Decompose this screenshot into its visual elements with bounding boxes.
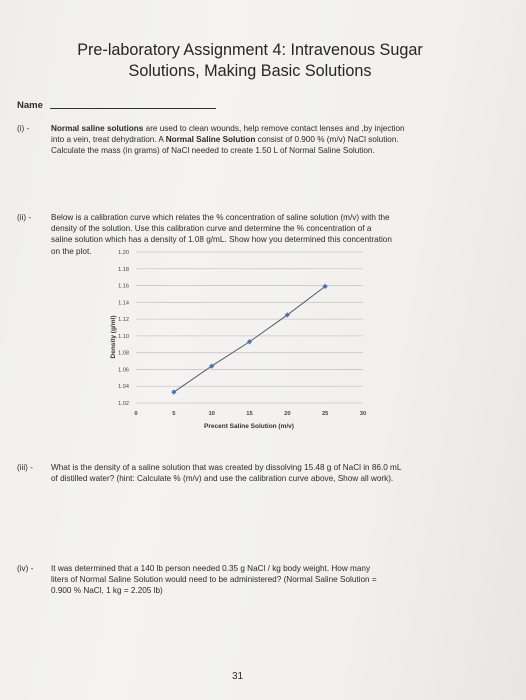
page-title	[40, 40, 460, 82]
x-tick-label: 25	[321, 411, 329, 417]
x-tick-label: 15	[246, 411, 253, 417]
x-tick-label: 30	[359, 411, 367, 417]
y-tick-label: 1.02	[118, 401, 129, 407]
y-axis-label: Density (g/ml)	[110, 315, 117, 359]
y-tick-label: 1.20	[118, 250, 129, 256]
x-tick-label: 20	[284, 411, 291, 417]
y-tick-label: 1.08	[118, 350, 129, 357]
question-3-text	[51, 462, 401, 484]
question-2-number: (ii) -	[17, 213, 32, 222]
q3-line: of distilled water? (hint: Calculate % (m/v) and use the calibration curve above, Show all work).	[51, 474, 394, 484]
y-tick-label: 1.14	[118, 300, 129, 307]
x-tick-label: 0	[134, 411, 138, 417]
question-4-number: (iv) -	[17, 564, 34, 573]
y-tick-label: 1.12	[118, 317, 129, 324]
q1-line3: Calculate the mass (in grams) of NaCl needed to create 1.50 L of Normal Saline Solution.	[51, 146, 375, 156]
x-axis-label: Precent Saline Solution (m/v)	[204, 423, 294, 430]
calibration-chart	[100, 240, 370, 440]
q3-line: What is the density of a saline solution that was created by dissolving 15.48 g of NaCl in 86.0 mL	[51, 463, 402, 472]
q1-line2-bold: Normal Saline Solution	[165, 135, 256, 145]
x-tick-label: 10	[208, 411, 215, 417]
page-number: 31	[232, 671, 244, 682]
y-tick-label: 1.18	[118, 266, 129, 273]
question-1-number: (i) -	[17, 124, 30, 133]
q1-bold-term: Normal saline solutions	[51, 124, 144, 133]
question-1-text	[51, 123, 405, 157]
y-tick-label: 1.04	[118, 384, 129, 391]
title-line-1: Pre-laboratory Assignment 4: Intravenous Sugar	[77, 41, 423, 59]
q2-line: Below is a calibration curve which relates the % concentration of saline solution (m/v) with the	[51, 213, 390, 222]
q4-line: liters of Normal Saline Solution would need to be administered? (Normal Saline Solution =	[51, 575, 377, 585]
x-tick-label: 5	[172, 411, 176, 417]
q2-line: density of the solution. Use this calibration curve and determine the % concentration of a	[51, 224, 372, 234]
y-tick-label: 1.06	[118, 367, 129, 374]
q4-line: It was determined that a 140 lb person needed 0.35 g NaCl / kg body weight. How many	[51, 564, 371, 573]
title-line-2: Solutions, Making Basic Solutions	[128, 62, 372, 80]
question-3-number: (iii) -	[17, 463, 33, 472]
q4-line: 0.900 % NaCl, 1 kg = 2.205 lb)	[51, 586, 163, 596]
q1-line1: are used to clean wounds, help remove contact lenses and ,by injection	[143, 124, 405, 133]
name-blank-line	[50, 108, 216, 109]
q1-line2-post: consist of 0.900 % (m/v) NaCl solution.	[255, 135, 399, 145]
q1-line2-pre: into a vein, treat dehydration. A	[51, 135, 166, 145]
name-label: Name	[17, 100, 43, 111]
q2-line: saline solution which has a density of 1.08 g/mL. Show how you determined this concentration	[51, 235, 392, 245]
q2-line: on the plot.	[51, 246, 92, 256]
question-4-text	[51, 563, 377, 597]
y-tick-label: 1.10	[118, 333, 129, 340]
y-tick-label: 1.16	[118, 283, 129, 290]
